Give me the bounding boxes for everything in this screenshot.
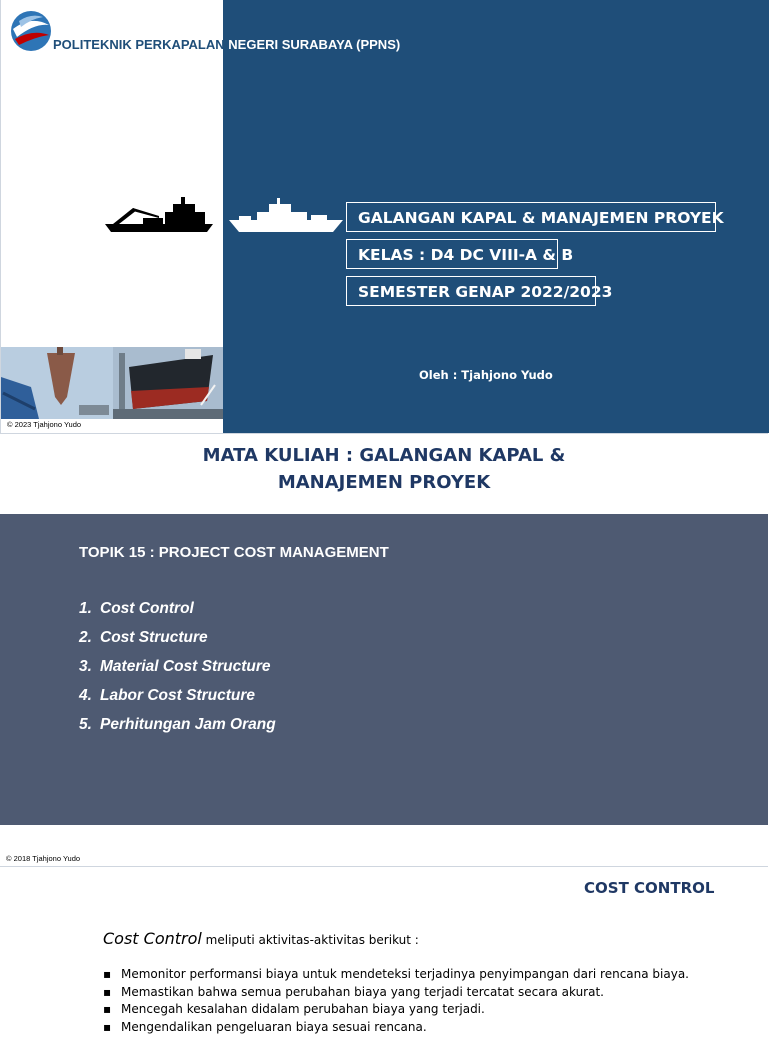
topic-number: 4. [79,687,100,705]
topic-item [79,687,276,716]
topic-item [79,629,276,658]
topic-heading: TOPIK 15 : PROJECT COST MANAGEMENT [79,544,389,561]
semester-box: SEMESTER GENAP 2022/2023 [346,276,596,306]
course-title [0,442,768,496]
ppns-logo-icon [9,9,53,53]
course-title-box: GALANGAN KAPAL & MANAJEMEN PROYEK [346,202,716,232]
institution-name [53,37,400,52]
topic-label: Perhitungan Jam Orang [100,716,276,733]
activity-bullet-list [103,967,689,1037]
copyright-text: © 2018 Tjahjono Yudo [6,854,80,863]
title-slide [0,0,768,433]
topic-slide [0,433,768,866]
course-title-line2: MANAJEMEN PROYEK [0,469,768,496]
intro-line [103,929,419,948]
topic-item [79,600,276,629]
bullet-item: ▪ Memonitor performansi biaya untuk mendeteksi terjadinya penyimpangan dari rencana biaya. [103,967,689,985]
topic-label: Cost Control [100,600,194,617]
topic-number: 1. [79,600,100,618]
topic-label: Labor Cost Structure [100,687,255,704]
topic-panel [0,514,768,825]
warship-silhouette-icon [229,198,343,234]
topic-item [79,716,276,745]
intro-term: Cost Control [103,929,202,948]
topic-item [79,658,276,687]
institution-name-part1: POLITEKNIK PERKAPALAN [53,37,225,52]
intro-text: meliputi aktivitas-aktivitas berikut : [202,933,419,947]
course-title-line1: MATA KULIAH : GALANGAN KAPAL & [0,442,768,469]
topic-label: Cost Structure [100,629,208,646]
author-label: Oleh : Tjahjono Yudo [419,368,553,382]
topic-number: 5. [79,716,100,734]
bullet-item: ▪ Mengendalikan pengeluaran biaya sesuai rencana. [103,1020,689,1037]
shipyard-photo-icon [1,347,223,419]
copyright-text: © 2023 Tjahjono Yudo [7,420,81,429]
topic-label: Material Cost Structure [100,658,271,675]
slide-heading: COST CONTROL [584,879,714,897]
topic-number: 2. [79,629,100,647]
topic-number: 3. [79,658,100,676]
offshore-ship-silhouette-icon [103,194,215,234]
bullet-item: ▪ Mencegah kesalahan didalam perubahan biaya yang terjadi. [103,1002,689,1020]
class-box: KELAS : D4 DC VIII-A & B [346,239,558,269]
cost-control-slide [0,866,768,1024]
bullet-item: ▪ Memastikan bahwa semua perubahan biaya yang terjadi tercatat secara akurat. [103,985,689,1003]
topic-list [79,600,276,745]
institution-name-part2: NEGERI SURABAYA (PPNS) [225,37,401,52]
